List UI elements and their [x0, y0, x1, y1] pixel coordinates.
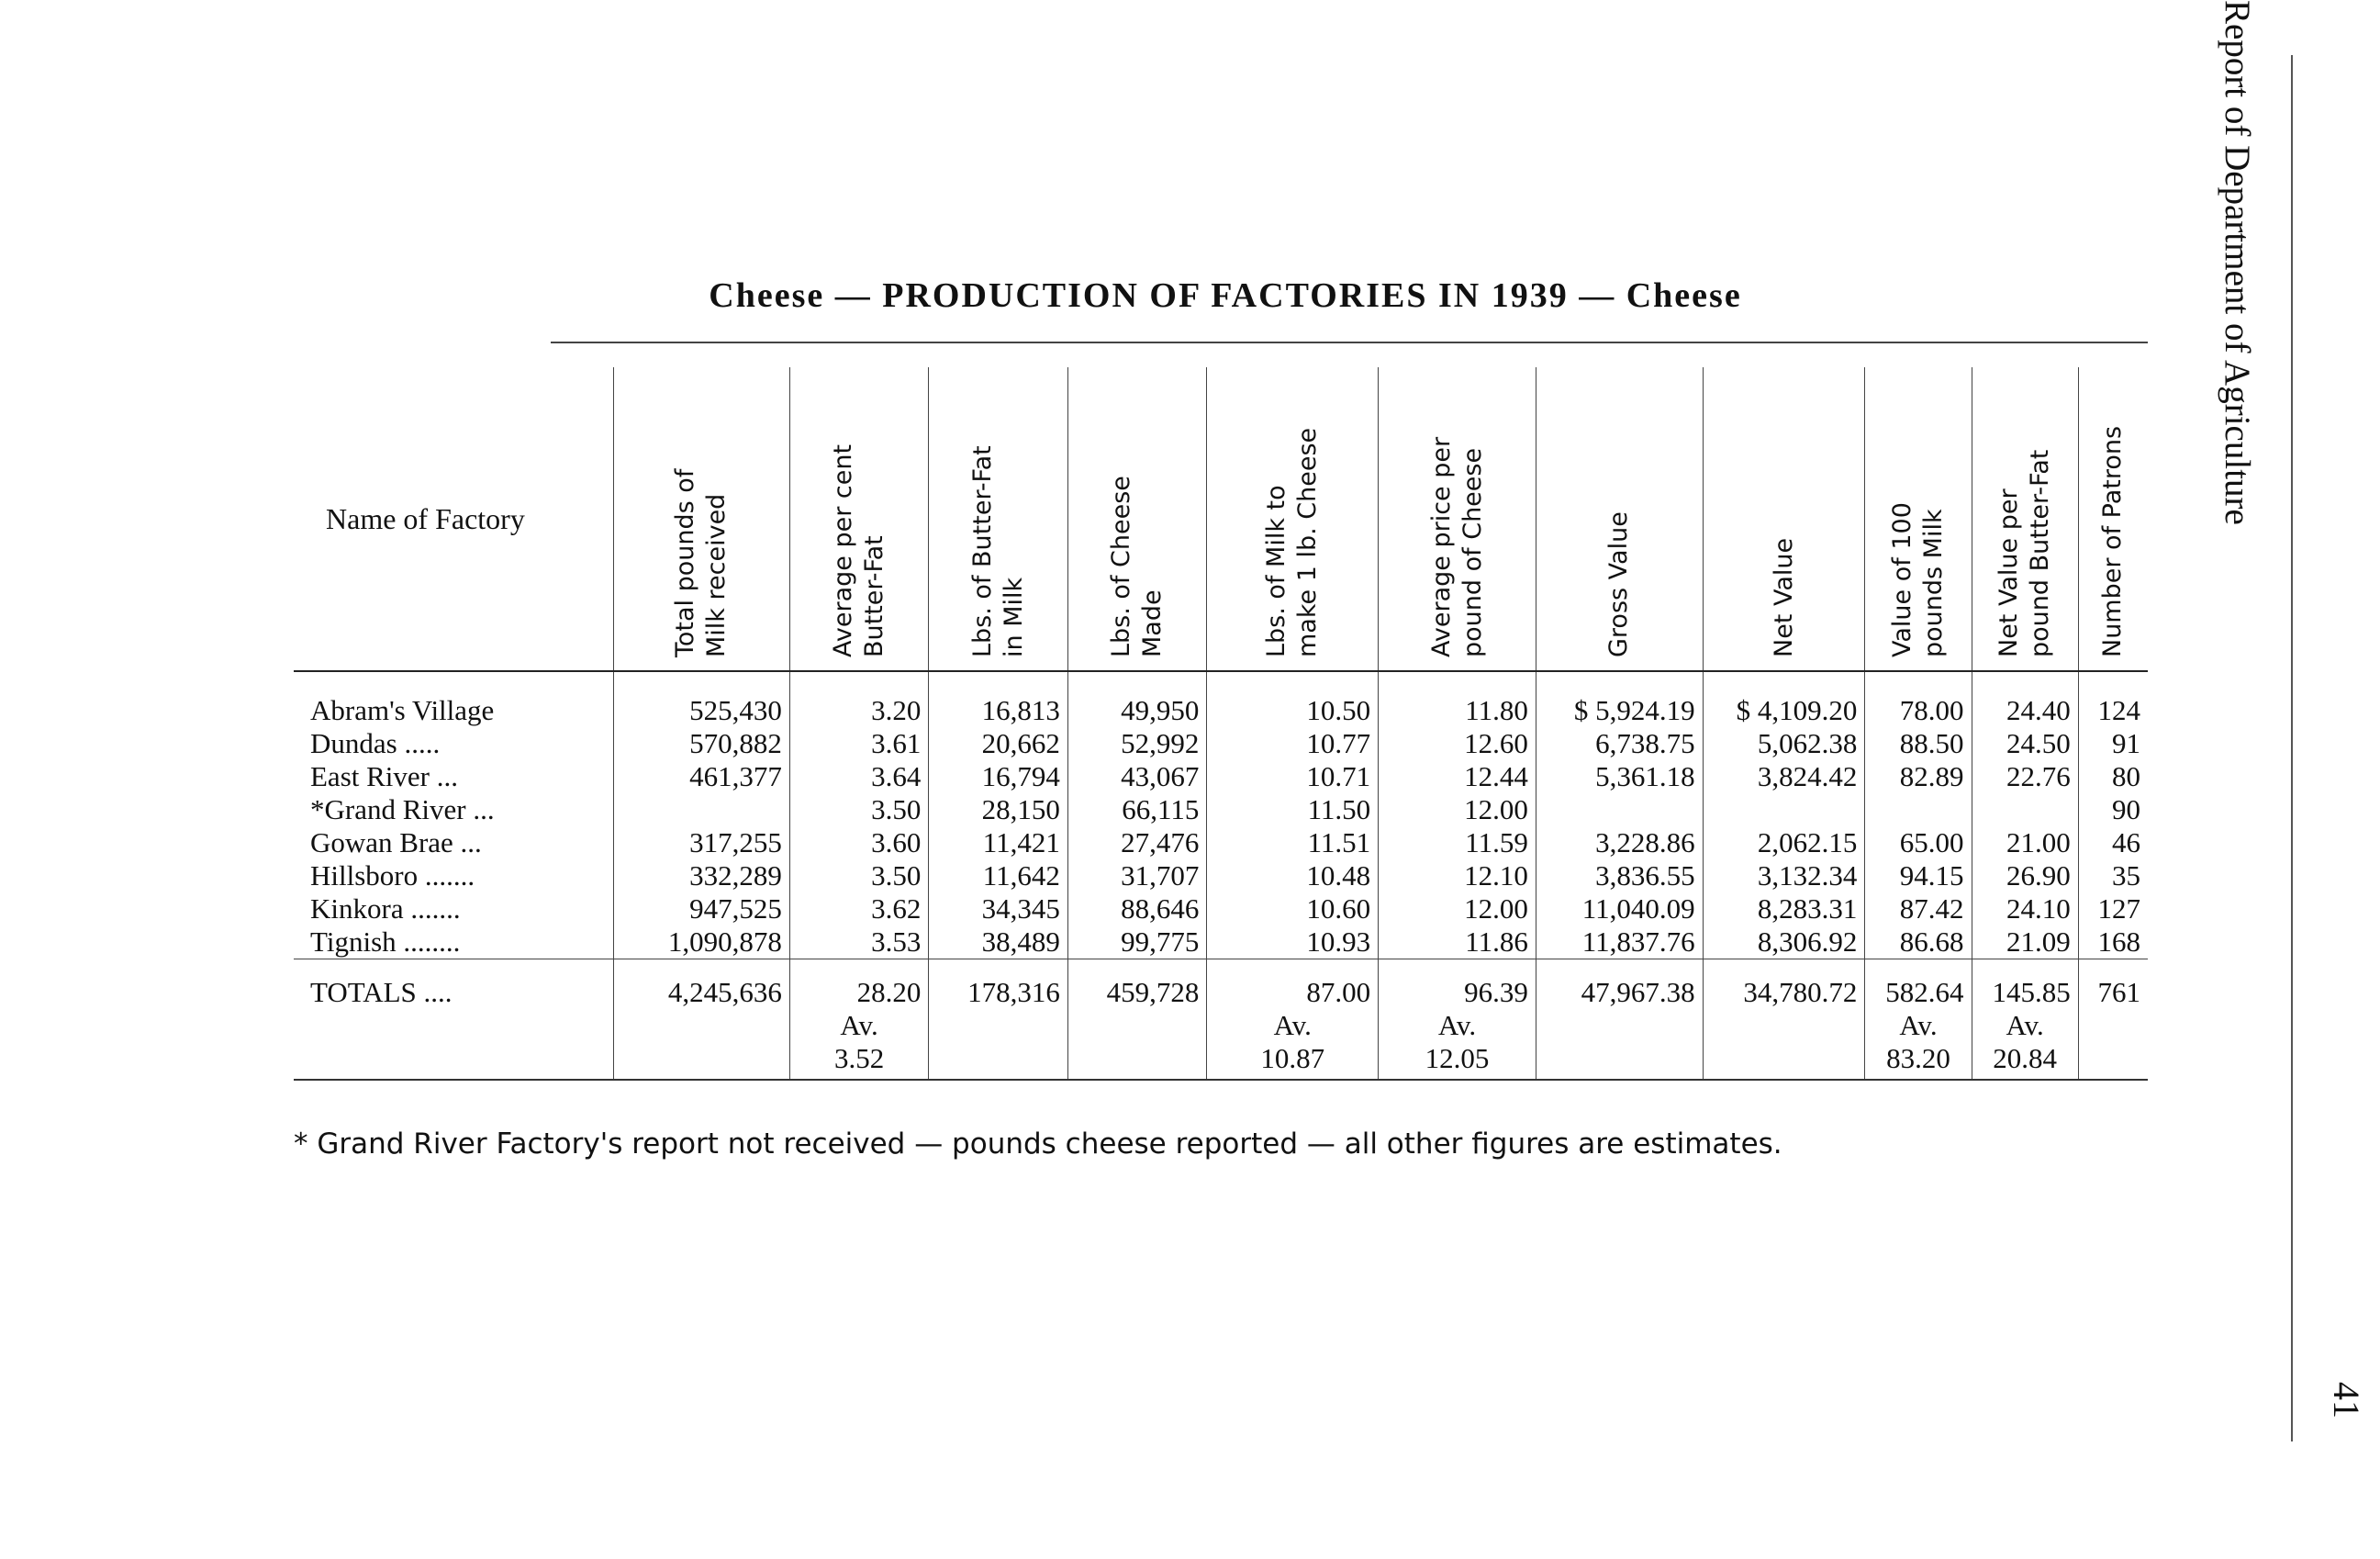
table-row: [294, 859, 2148, 892]
column-header: Name of Factory: [326, 501, 525, 535]
table-cell: 1,090,878: [613, 925, 789, 959]
page-number: 41: [2326, 1382, 2367, 1419]
table-cell: 31,707: [1067, 859, 1207, 892]
table-cell: [1703, 1042, 1865, 1080]
table-cell: 24.50: [1972, 727, 2078, 760]
table-cell: 16,813: [929, 671, 1068, 727]
table-cell: 12.10: [1379, 859, 1536, 892]
column-header: Total pounds of Milk received: [671, 468, 732, 657]
table-cell: 49,950: [1067, 671, 1207, 727]
table-cell: [1536, 1042, 1703, 1080]
table-cell: [1972, 793, 2078, 826]
table-cell: 94.15: [1865, 859, 1972, 892]
table-cell: 20.84: [1972, 1042, 2078, 1080]
table-cell: 20,662: [929, 727, 1068, 760]
table-cell: 3.53: [789, 925, 929, 959]
table-cell: [1703, 1009, 1865, 1042]
table-cell: 12.60: [1379, 727, 1536, 760]
table-cell: 12.44: [1379, 760, 1536, 793]
factory-name-cell: [294, 1042, 613, 1080]
column-header: Net Value: [1769, 537, 1798, 657]
column-header: Net Value per pound Butter-Fat: [1995, 449, 2055, 657]
table-cell: 3.62: [789, 892, 929, 925]
table-cell: 459,728: [1067, 959, 1207, 1010]
table-cell: 3.20: [789, 671, 929, 727]
table-cell: 10.77: [1207, 727, 1379, 760]
factory-name-cell: East River ...: [310, 760, 458, 792]
table-cell: 28.20: [789, 959, 929, 1010]
table-cell: 65.00: [1865, 826, 1972, 859]
factory-name-cell: Tignish ........: [310, 925, 461, 958]
table-cell: 52,992: [1067, 727, 1207, 760]
table-cell: [613, 793, 789, 826]
table-cell: 124: [2078, 671, 2148, 727]
table-cell: 12.00: [1379, 793, 1536, 826]
table-cell: 3,228.86: [1536, 826, 1703, 859]
table-cell: 88.50: [1865, 727, 1972, 760]
table-cell: [1865, 793, 1972, 826]
column-header: Gross Value: [1604, 511, 1634, 657]
table-cell: 10.93: [1207, 925, 1379, 959]
table-cell: 8,283.31: [1703, 892, 1865, 925]
factory-name-cell: Abram's Village: [310, 694, 495, 726]
table-cell: 90: [2078, 793, 2148, 826]
table-cell: 24.40: [1972, 671, 2078, 727]
table-cell: 178,316: [929, 959, 1068, 1010]
running-header: Report of Department of Agriculture: [2218, 0, 2257, 525]
table-cell: 96.39: [1379, 959, 1536, 1010]
table-cell: $ 4,109.20: [1703, 671, 1865, 727]
table-cell: Av.: [1207, 1009, 1379, 1042]
table-cell: 317,255: [613, 826, 789, 859]
table-cell: 6,738.75: [1536, 727, 1703, 760]
column-header: Number of Patrons: [2098, 425, 2128, 657]
table-cell: 11,642: [929, 859, 1068, 892]
table-cell: 2,062.15: [1703, 826, 1865, 859]
table-cell: 99,775: [1067, 925, 1207, 959]
table-cell: 12.05: [1379, 1042, 1536, 1080]
table-cell: [1703, 793, 1865, 826]
table-cell: 3,836.55: [1536, 859, 1703, 892]
table-cell: Av.: [1865, 1009, 1972, 1042]
table-cell: 11.80: [1379, 671, 1536, 727]
table-cell: 66,115: [1067, 793, 1207, 826]
table-cell: 3.64: [789, 760, 929, 793]
table-cell: 11.50: [1207, 793, 1379, 826]
table-row: [294, 793, 2148, 826]
factory-name-cell: [294, 1009, 613, 1042]
table-cell: 168: [2078, 925, 2148, 959]
table-cell: 12.00: [1379, 892, 1536, 925]
title-rule: [551, 342, 2148, 343]
table-cell: 582.64: [1865, 959, 1972, 1010]
table-cell: 83.20: [1865, 1042, 1972, 1080]
table-cell: 28,150: [929, 793, 1068, 826]
table-cell: 21.09: [1972, 925, 2078, 959]
table-cell: 10.87: [1207, 1042, 1379, 1080]
table-cell: 78.00: [1865, 671, 1972, 727]
table-cell: Av.: [1379, 1009, 1536, 1042]
table-cell: 10.50: [1207, 671, 1379, 727]
table-cell: [2078, 1009, 2148, 1042]
table-cell: [1536, 1009, 1703, 1042]
table-row: [294, 760, 2148, 793]
table-row: [294, 671, 2148, 727]
table-cell: 570,882: [613, 727, 789, 760]
factory-name-cell: Gowan Brae ...: [310, 826, 482, 858]
factory-name-cell: Dundas .....: [310, 727, 441, 759]
table-cell: 10.60: [1207, 892, 1379, 925]
table-cell: 4,245,636: [613, 959, 789, 1010]
table-cell: 91: [2078, 727, 2148, 760]
side-rule: [2291, 55, 2293, 1441]
table-cell: Av.: [789, 1009, 929, 1042]
page-title: Cheese — PRODUCTION OF FACTORIES IN 1939 — Cheese: [709, 276, 1742, 315]
table-cell: 35: [2078, 859, 2148, 892]
table-row: [294, 925, 2148, 959]
table-cell: 27,476: [1067, 826, 1207, 859]
table-row: [294, 959, 2148, 1010]
factory-name-cell: TOTALS ....: [294, 959, 613, 1010]
table-cell: 11.86: [1379, 925, 1536, 959]
table-cell: 43,067: [1067, 760, 1207, 793]
table-cell: 46: [2078, 826, 2148, 859]
table-row: [294, 1009, 2148, 1042]
production-table: [294, 367, 2148, 1081]
table-cell: [1067, 1042, 1207, 1080]
table-cell: [929, 1009, 1068, 1042]
table-cell: 34,780.72: [1703, 959, 1865, 1010]
table-cell: 3,824.42: [1703, 760, 1865, 793]
table-cell: [2078, 1042, 2148, 1080]
table-cell: 16,794: [929, 760, 1068, 793]
table-cell: [929, 1042, 1068, 1080]
table-cell: 88,646: [1067, 892, 1207, 925]
table-cell: 21.00: [1972, 826, 2078, 859]
table-cell: 38,489: [929, 925, 1068, 959]
table-cell: 10.71: [1207, 760, 1379, 793]
table-cell: 5,361.18: [1536, 760, 1703, 793]
column-header: Average price per pound of Cheese: [1426, 436, 1487, 657]
table-cell: 127: [2078, 892, 2148, 925]
table-cell: [1067, 1009, 1207, 1042]
table-cell: Av.: [1972, 1009, 2078, 1042]
table-cell: 145.85: [1972, 959, 2078, 1010]
table-cell: [613, 1042, 789, 1080]
table-row: [294, 826, 2148, 859]
table-cell: 22.76: [1972, 760, 2078, 793]
table-cell: 87.00: [1207, 959, 1379, 1010]
column-header: Average per cent Butter-Fat: [829, 443, 889, 657]
table-cell: 24.10: [1972, 892, 2078, 925]
table-cell: 82.89: [1865, 760, 1972, 793]
table-row: [294, 727, 2148, 760]
factory-name-cell: Kinkora .......: [310, 892, 461, 925]
table-cell: 10.48: [1207, 859, 1379, 892]
table-cell: 3.50: [789, 859, 929, 892]
table-cell: 11.51: [1207, 826, 1379, 859]
table-cell: 34,345: [929, 892, 1068, 925]
table-cell: 3.52: [789, 1042, 929, 1080]
table-cell: 5,062.38: [1703, 727, 1865, 760]
table-cell: 3.61: [789, 727, 929, 760]
factory-name-cell: Hillsboro .......: [310, 859, 475, 892]
table-cell: 947,525: [613, 892, 789, 925]
table-cell: 87.42: [1865, 892, 1972, 925]
header-row: [294, 367, 2148, 671]
table-cell: 3.60: [789, 826, 929, 859]
table-cell: 11,837.76: [1536, 925, 1703, 959]
table-cell: 26.90: [1972, 859, 2078, 892]
table-cell: [1536, 793, 1703, 826]
table-row: [294, 892, 2148, 925]
table-cell: [613, 1009, 789, 1042]
table-cell: 11,040.09: [1536, 892, 1703, 925]
table-cell: 8,306.92: [1703, 925, 1865, 959]
column-header: Lbs. of Cheese Made: [1107, 476, 1168, 657]
table-cell: 80: [2078, 760, 2148, 793]
table-cell: 461,377: [613, 760, 789, 793]
column-header: Value of 100 pounds Milk: [1887, 502, 1948, 657]
table-cell: 47,967.38: [1536, 959, 1703, 1010]
table-cell: 3.50: [789, 793, 929, 826]
column-header: Lbs. of Milk to make 1 lb. Cheese: [1262, 427, 1323, 657]
factory-name-cell: *Grand River ...: [310, 793, 495, 825]
footnote: * Grand River Factory's report not received — pounds cheese reported — all other figures are estimates.: [294, 1127, 1782, 1161]
table-cell: 761: [2078, 959, 2148, 1010]
table-cell: 332,289: [613, 859, 789, 892]
table-cell: 3,132.34: [1703, 859, 1865, 892]
table-cell: 11.59: [1379, 826, 1536, 859]
table-cell: $ 5,924.19: [1536, 671, 1703, 727]
table-cell: 86.68: [1865, 925, 1972, 959]
table-cell: 525,430: [613, 671, 789, 727]
table-row: [294, 1042, 2148, 1080]
column-header: Lbs. of Butter-Fat in Milk: [967, 445, 1028, 657]
table-cell: 11,421: [929, 826, 1068, 859]
